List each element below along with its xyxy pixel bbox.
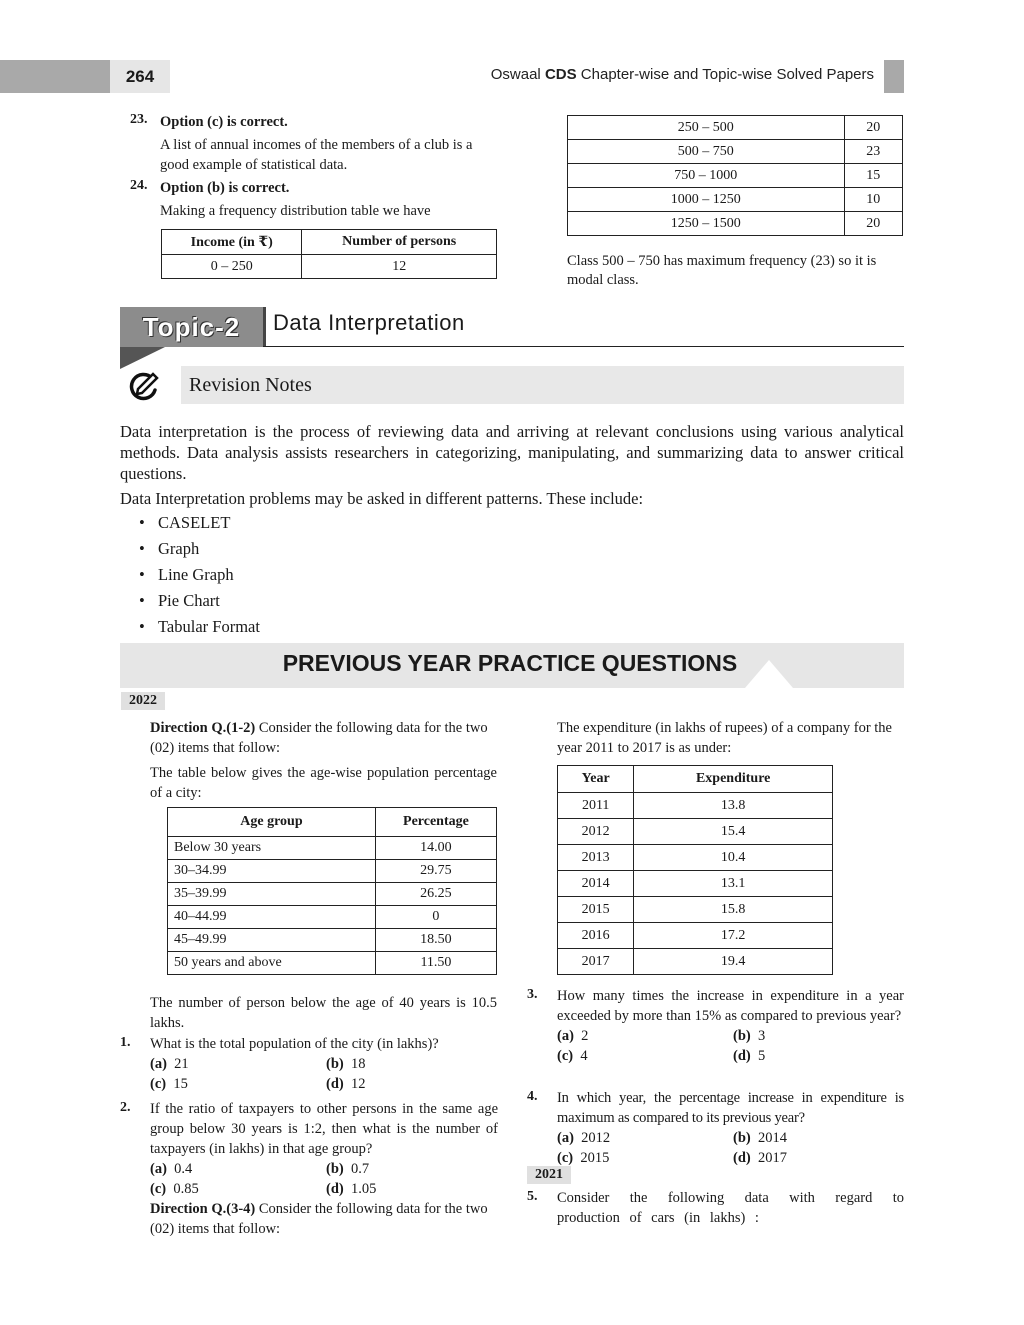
table-row: 40–44.99 0: [168, 906, 497, 929]
age-table-intro: The table below gives the age-wise population percentage of a city:: [150, 765, 497, 801]
question-2-text: If the ratio of taxpayers to other persons in the same age group below 30 years is 1:2, then what is the number of taxpayers (in lakhs) in that age group?: [150, 1101, 498, 1157]
option-c: (c) 2015: [557, 1150, 610, 1166]
question-4: 4. In which year, the percentage increase in expenditure is maximum as compared to its previous year? (a) 2012 (b) 2014 (c) 2015 (d) 2017: [527, 1089, 904, 1166]
answer-24-text: Making a frequency distribution table we have: [160, 203, 431, 219]
modal-note: Class 500 – 750 has maximum frequency (23) so it is modal class.: [567, 253, 877, 288]
header-bar-left: [0, 60, 110, 93]
table-row: 45–49.99 18.50: [168, 929, 497, 952]
frequency-table-part1: [161, 229, 497, 279]
direction-3-4: Direction Q.(3-4) Consider the following data for the two (02) items that follow:: [150, 1201, 488, 1237]
question-1-text: What is the total population of the city (in lakhs)?: [150, 1036, 439, 1052]
answer-24-head: Option (b) is correct.: [160, 180, 290, 196]
option-c: (c) 4: [557, 1048, 588, 1064]
question-3-text: How many times the increase in expenditure in a year exceeded by more than 15% as compared to previous year?: [557, 988, 904, 1024]
exp-header-expenditure: Expenditure: [634, 766, 833, 793]
table-row: 2012 15.4: [558, 819, 833, 845]
title-rest: Chapter-wise and Topic-wise Solved Papers: [580, 66, 874, 83]
option-a: (a) 21: [150, 1056, 189, 1072]
option-a: (a) 2: [557, 1028, 589, 1044]
expenditure-intro: The expenditure (in lakhs of rupees) of a company for the year 2011 to 2017 is as under:: [557, 720, 892, 756]
answer-23: 23. Option (c) is correct. A list of annual incomes of the members of a club is a good example of statistical data.: [128, 112, 498, 175]
option-c: (c) 15: [150, 1076, 188, 1092]
table-row: 30–34.99 29.75: [168, 860, 497, 883]
frequency-table-part2: [567, 115, 903, 236]
question-2-options: [150, 1159, 498, 1199]
table-row: 1250 – 1500 20: [568, 212, 903, 236]
question-1-options: [150, 1054, 498, 1094]
option-d: (d) 12: [326, 1076, 366, 1092]
list-item: • Pie Chart: [120, 591, 260, 617]
patterns-list: [120, 513, 260, 643]
question-2: 2. If the ratio of taxpayers to other persons in the same age group below 30 years is 1:2, then what is the number of taxpayers (in lakhs) in that age group? (a) 0.4 (b) 0.7 (c) 0.85 (d) 1.05: [120, 1100, 498, 1197]
question-4-options: [557, 1128, 904, 1168]
question-5-text: Consider the following data with regard to production of cars (in lakhs) :: [557, 1190, 904, 1226]
list-item: • CASELET: [120, 513, 260, 539]
brand-bold: CDS: [544, 66, 577, 83]
list-item: • Tabular Format: [120, 617, 260, 643]
list-item: • Graph: [120, 539, 260, 565]
table-row: 500 – 750 23: [568, 140, 903, 164]
option-a: (a) 0.4: [150, 1161, 193, 1177]
expenditure-table: [557, 765, 833, 975]
option-d: (d) 2017: [733, 1150, 787, 1166]
intro-paragraph: Data interpretation is the process of reviewing data and arriving at relevant conclusions using various analytical methods. Data analysis assists researchers in categorizing, manipulating, and summarizing data to answer critical questions.: [120, 422, 904, 483]
option-b: (b) 2014: [733, 1130, 787, 1146]
table-row: 0 – 250 12: [162, 255, 497, 279]
topic-badge: Topic-2: [120, 307, 266, 347]
option-b: (b) 18: [326, 1056, 366, 1072]
table-row: 1000 – 1250 10: [568, 188, 903, 212]
running-title: [491, 66, 874, 83]
table-row: 250 – 500 20: [568, 116, 903, 140]
table-row: 2011 13.8: [558, 793, 833, 819]
option-b: (b) 0.7: [326, 1161, 370, 1177]
question-3: 3. How many times the increase in expenditure in a year exceeded by more than 15% as compared to previous year? (a) 2 (b) 3 (c) 4 (d) 5: [527, 987, 904, 1064]
header-bar-right: [884, 60, 904, 93]
freq-header-income: Income (in ₹): [162, 230, 302, 255]
answer-23-head: Option (c) is correct.: [160, 114, 288, 130]
revision-notes-label: Revision Notes: [189, 374, 312, 396]
freq-header-persons: Number of persons: [302, 230, 497, 255]
question-1: 1. What is the total population of the city (in lakhs)? (a) 21 (b) 18 (c) 15 (d) 12: [120, 1034, 498, 1094]
question-4-text: In which year, the percentage increase in expenditure is maximum as compared to its previous year?: [557, 1090, 904, 1126]
table-row: Below 30 years 14.00: [168, 837, 497, 860]
table-row: 50 years and above 11.50: [168, 952, 497, 975]
table-row: 35–39.99 26.25: [168, 883, 497, 906]
table-row: 2013 10.4: [558, 845, 833, 871]
question-5: 5. Consider the following data with regard to production of cars (in lakhs) :: [527, 1189, 904, 1226]
revision-notes-icon: [126, 368, 162, 404]
option-d: (d) 1.05: [326, 1181, 377, 1197]
table-row: 2017 19.4: [558, 949, 833, 975]
pyq-heading: PREVIOUS YEAR PRACTICE QUESTIONS: [282, 650, 738, 676]
option-b: (b) 3: [733, 1028, 766, 1044]
topic-title: Data Interpretation: [273, 310, 465, 335]
brand-name: Oswaal: [490, 66, 541, 83]
option-d: (d) 5: [733, 1048, 766, 1064]
page-number: 264: [110, 60, 170, 93]
question-3-options: [557, 1026, 904, 1066]
age-note: The number of person below the age of 40 years is 10.5 lakhs.: [150, 995, 497, 1031]
table-row: 2016 17.2: [558, 923, 833, 949]
patterns-paragraph: Data Interpretation problems may be asked in different patterns. These include:: [120, 489, 644, 508]
option-c: (c) 0.85: [150, 1181, 199, 1197]
table-row: 2014 13.1: [558, 871, 833, 897]
age-table: [167, 807, 497, 975]
answer-23-text: A list of annual incomes of the members of a club is a good example of statistical data.: [160, 137, 473, 173]
table-row: 2015 15.8: [558, 897, 833, 923]
age-header-group: Age group: [168, 808, 376, 837]
year-badge-2021: 2021: [527, 1166, 571, 1184]
age-header-percentage: Percentage: [375, 808, 496, 837]
topic-badge-tail: [120, 347, 165, 369]
topic-underline: [263, 346, 904, 347]
answer-24: 24. Option (b) is correct. Making a frequency distribution table we have: [128, 178, 498, 221]
year-badge-2022: 2022: [121, 692, 165, 710]
list-item: • Line Graph: [120, 565, 260, 591]
exp-header-year: Year: [558, 766, 634, 793]
table-row: 750 – 1000 15: [568, 164, 903, 188]
direction-1-2: Direction Q.(1-2) Consider the following data for the two (02) items that follow:: [150, 720, 488, 756]
option-a: (a) 2012: [557, 1130, 611, 1146]
